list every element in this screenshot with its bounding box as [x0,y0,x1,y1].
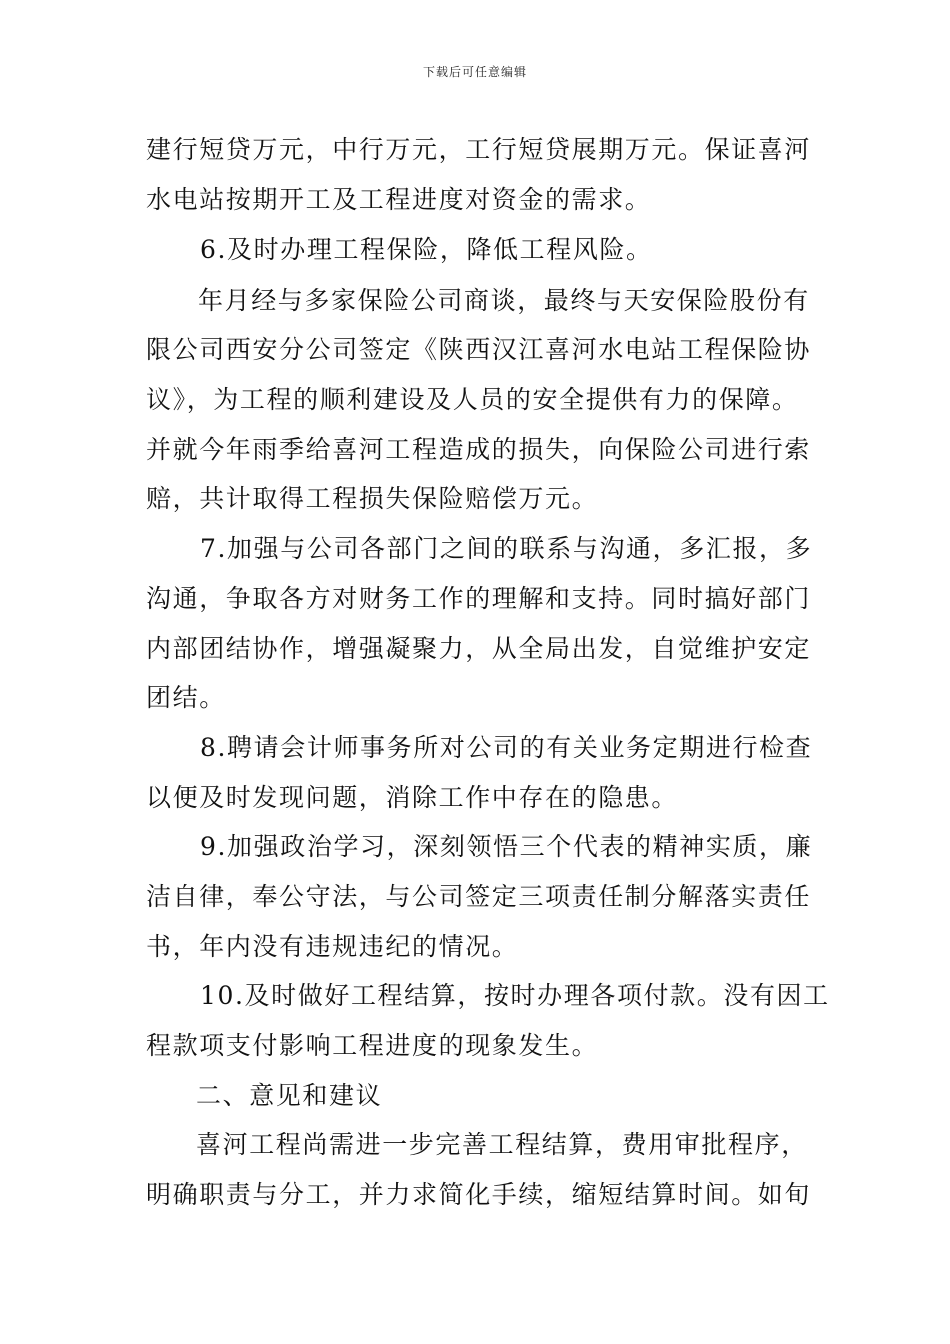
text-line: 8.聘请会计师事务所对公司的有关业务定期进行检查 [200,733,813,762]
text-line: 赔，共计取得工程损失保险赔偿万元。 [146,484,599,513]
text-line: 喜河工程尚需进一步完善工程结算，费用审批程序， [196,1130,808,1159]
text-line: 限公司西安分公司签定《陕西汉江喜河水电站工程保险协 [146,335,812,364]
text-line: 明确职责与分工，并力求简化手续，缩短结算时间。如旬 [146,1180,812,1209]
text-line: 建行短贷万元，中行万元，工行短贷展期万元。保证喜河 [146,135,812,164]
text-line: 并就今年雨季给喜河工程造成的损失，向保险公司进行索 [146,435,812,464]
section-heading: 二、意见和建议 [196,1081,383,1110]
text-line: 6.及时办理工程保险，降低工程风险。 [200,235,653,264]
page-header: 下载后可任意编辑 [422,65,527,79]
text-line: 10.及时做好工程结算，按时办理各项付款。没有因工 [200,981,830,1010]
text-line: 议》，为工程的顺利建设及人员的安全提供有力的保障。 [146,385,799,414]
text-line: 9.加强政治学习，深刻领悟三个代表的精神实质，廉 [200,832,813,861]
text-line: 洁自律，奉公守法，与公司签定三项责任制分解落实责任 [146,882,812,911]
text-line: 沟通，争取各方对财务工作的理解和支持。同时搞好部门 [146,584,812,613]
text-line: 年月经与多家保险公司商谈，最终与天安保险股份有 [198,286,810,315]
text-line: 以便及时发现问题，消除工作中存在的隐患。 [146,783,679,812]
text-line: 7.加强与公司各部门之间的联系与沟通，多汇报，多 [200,534,813,563]
text-line: 书，年内没有违规违纪的情况。 [146,932,519,961]
text-line: 团结。 [146,683,226,712]
text-line: 程款项支付影响工程进度的现象发生。 [146,1031,599,1060]
text-line: 内部团结协作，增强凝聚力，从全局出发，自觉维护安定 [146,634,812,663]
text-line: 水电站按期开工及工程进度对资金的需求。 [146,185,652,214]
